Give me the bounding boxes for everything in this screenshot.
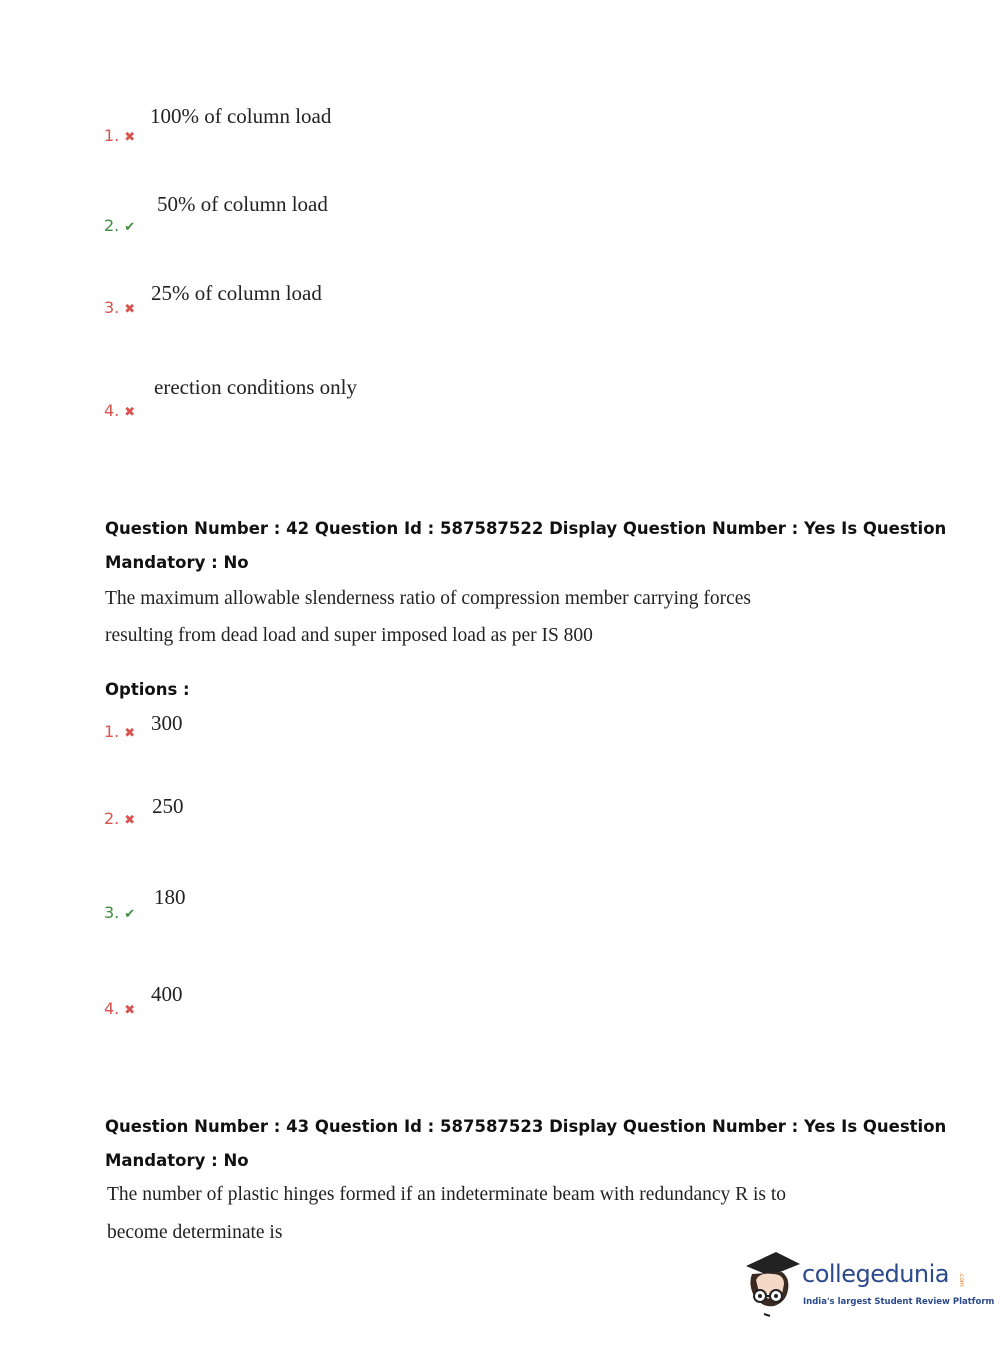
option-number: 2. ✔: [104, 216, 136, 235]
option-number: 2. ✖: [104, 809, 136, 828]
option-text: 50% of column load: [157, 192, 328, 216]
option-number: 3. ✔: [104, 903, 136, 922]
cross-icon: ✖: [124, 130, 136, 145]
question-header: Question Number : 42 Question Id : 587587522 Display Question Number : Yes Is Question: [105, 519, 947, 538]
option-text: 180: [154, 885, 186, 909]
option-number: 1. ✖: [104, 722, 136, 741]
cross-icon: ✖: [124, 813, 136, 828]
option-number: 1. ✖: [104, 126, 136, 145]
logo-wordmark: collegedunia: [802, 1260, 950, 1288]
cross-icon: ✖: [124, 726, 136, 741]
collegedunia-logo: [742, 1250, 995, 1320]
mascot-icon: [742, 1250, 802, 1320]
option-text: 100% of column load: [150, 104, 332, 128]
option-text: 400: [151, 982, 183, 1006]
question-text: The number of plastic hinges formed if an indeterminate beam with redundancy R is to: [107, 1184, 787, 1205]
option-text: erection conditions only: [154, 375, 357, 399]
question-header-mandatory: Mandatory : No: [105, 553, 249, 572]
cross-icon: ✖: [124, 302, 136, 317]
option-text: 250: [152, 794, 184, 818]
check-icon: ✔: [124, 907, 136, 922]
options-label: Options :: [105, 680, 190, 699]
option-number: 3. ✖: [104, 298, 136, 317]
option-number: 4. ✖: [104, 999, 136, 1018]
cross-icon: ✖: [124, 405, 136, 420]
option-text: 25% of column load: [151, 281, 322, 305]
option-number: 4. ✖: [104, 401, 136, 420]
option-text: 300: [151, 711, 183, 735]
question-text: resulting from dead load and super imposed load as per IS 800: [105, 625, 593, 646]
question-header: Question Number : 43 Question Id : 587587523 Display Question Number : Yes Is Question: [105, 1117, 947, 1136]
cross-icon: ✖: [124, 1003, 136, 1018]
check-icon: ✔: [124, 220, 136, 235]
logo-tagline: India's largest Student Review Platform: [803, 1297, 995, 1307]
question-text: become determinate is: [107, 1222, 283, 1243]
logo-suffix: .com: [958, 1272, 965, 1287]
question-header-mandatory: Mandatory : No: [105, 1151, 249, 1170]
question-text: The maximum allowable slenderness ratio of compression member carrying forces: [105, 588, 751, 609]
